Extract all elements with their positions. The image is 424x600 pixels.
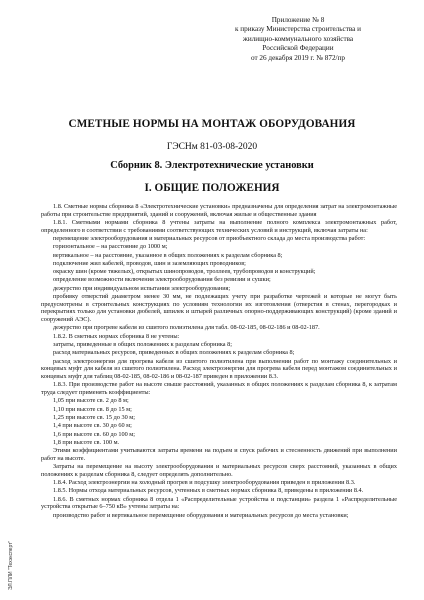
section-heading: I. ОБЩИЕ ПОЛОЖЕНИЯ bbox=[144, 182, 280, 194]
list-item: окраску шин (кроме тяжелых), открытых шинопроводов, троллеев, трубопроводов и конструкций; bbox=[53, 268, 316, 276]
vertical-stamp bbox=[6, 480, 16, 590]
paragraph: 1.8. Сметные нормы сборника 8 «Электротехнические установки» предназначены для определения затрат на электромонтажные работы при строительстве предприятий, зданий и сооружений, включая жилые и общественные здания bbox=[41, 203, 397, 218]
list-item: 1,05 при высоте св. 2 до 8 м; bbox=[53, 397, 129, 405]
appendix-header bbox=[198, 16, 398, 63]
appendix-order: к приказу Министерства строительства и bbox=[234, 25, 361, 34]
paragraph: Этими коэффициентами учитываются затраты времени на подъем и спуск рабочих и стесненность движений при выполнении работ на высоте. bbox=[41, 447, 397, 462]
list-item: вертикальное – на расстояние, указанное в общих положениях к разделам сборника 8; bbox=[53, 251, 283, 259]
appendix-country: Российской Федерации bbox=[262, 44, 334, 53]
list-item: дежурство при индивидуальном испытании электрооборудования; bbox=[53, 284, 231, 292]
list-item: 1,4 при высоте св. 30 до 60 м; bbox=[53, 422, 132, 430]
paragraph: производство работ и вертикальное перемещение оборудования и материальных ресурсов до места установки; bbox=[53, 511, 349, 519]
paragraph: 1.8.6. В сметных нормах сборника 8 отдела 1 «Распределительные устройства и подстанции» раздела 1 «Распределительные устройства открытые 6–750 кВ» учтены затраты на: bbox=[41, 495, 397, 511]
paragraph: 1.8.5. Нормы отхода материальных ресурсов, учтенных в сметных нормах сборника 8, приведены в приложении 8.4. bbox=[53, 487, 364, 495]
document-title: СМЕТНЫЕ НОРМЫ НА МОНТАЖ ОБОРУДОВАНИЯ bbox=[68, 118, 356, 130]
appendix-date: от 26 декабря 2019 г. № 872/пр bbox=[251, 53, 345, 62]
paragraph: пробивку отверстий диаметром менее 30 мм, не подлежащих учету при разработке чертежей и которые не могут быть предусмотрены в строительных конструкциях по условиям технологии их изготовления (отверстия в стенах, перегородках и перекрытиях только для установки дюбелей, шпилек и штырей различных опорно-поддерживающих конструкций) (кроме зданий и сооружений АЭС). bbox=[41, 293, 397, 324]
appendix-number: Приложение № 8 bbox=[271, 16, 325, 24]
paragraph: Затраты на перемещение на высоту электрооборудования и материальных ресурсов сверх расстояний, указанных в общих положениях к разделам сборника 8, следует определять дополнительно. bbox=[41, 463, 397, 478]
list-item: подключение жил кабелей, проводов, шин и заземляющих проводников; bbox=[53, 259, 246, 267]
list-item: затраты, приведенные в общих положениях к разделам сборника 8; bbox=[53, 341, 233, 349]
list-item: 1,8 при высоте св. 100 м. bbox=[53, 438, 120, 446]
collection-title: Сборник 8. Электротехнические установки bbox=[110, 160, 314, 171]
paragraph: перемещение электрооборудования и материальных ресурсов от приобъектного склада до места производства работ: bbox=[53, 235, 366, 242]
paragraph: 1.8.1. Сметными нормами сборника 8 учтены затраты на выполнение полного комплекса электромонтажных работ, определенного в соответствии с требованиями соответствующих технических условий и инструкций, включая затраты на: bbox=[41, 219, 397, 234]
list-item: определение возможности включения электрооборудования без ревизии и сушки; bbox=[53, 276, 271, 284]
paragraph: расход электроэнергии для прогрева кабеля из сшитого полиэтилена при выполнении работ по монтажу соединительных и концевых муфт для кабеля из сшитого полиэтилена. Расход электроэнергии для прогрева кабеля перед монтажом соединительных и концевых муфт для таблиц 08-02-185, 08-02-186 и 08-02-187 приведен в приложении 8.3. bbox=[41, 357, 397, 381]
paragraph: 1.8.4. Расход электроэнергии на холодный прогрев и подсушку электрооборудования приведен в приложении 8.3. bbox=[53, 479, 356, 487]
list-item: 1,6 при высоте св. 60 до 100 м; bbox=[53, 430, 135, 438]
paragraph: 1.8.2. В сметных нормах сборника 8 не учтены: bbox=[53, 332, 180, 340]
document-code: ГЭСНм 81-03-08-2020 bbox=[166, 142, 258, 152]
document-body bbox=[41, 203, 397, 520]
list-item: горизонтальное – на расстояние до 1000 м; bbox=[53, 243, 168, 251]
paragraph: 1.8.3. При производстве работ на высоте свыше расстояний, указанных в общих положениях к разделам сборника 8, к затратам труда следует применять коэффициенты: bbox=[41, 381, 397, 397]
list-item: 1,25 при высоте св. 15 до 30 м; bbox=[53, 413, 135, 421]
list-item: 1,10 при высоте св. 8 до 15 м; bbox=[53, 405, 132, 413]
stamp-text: ЭЛ.ПЛИ "Техэксперт" bbox=[8, 540, 14, 590]
list-item: расход материальных ресурсов, приведенных в общих положениях к разделам сборника 8; bbox=[53, 349, 295, 357]
paragraph: дежурство при прогреве кабеля из сшитого полиэтилена для табл. 08-02-185, 08-02-186 и 08-02-187. bbox=[53, 324, 320, 332]
appendix-ministry: жилищно-коммунального хозяйства bbox=[242, 34, 354, 43]
